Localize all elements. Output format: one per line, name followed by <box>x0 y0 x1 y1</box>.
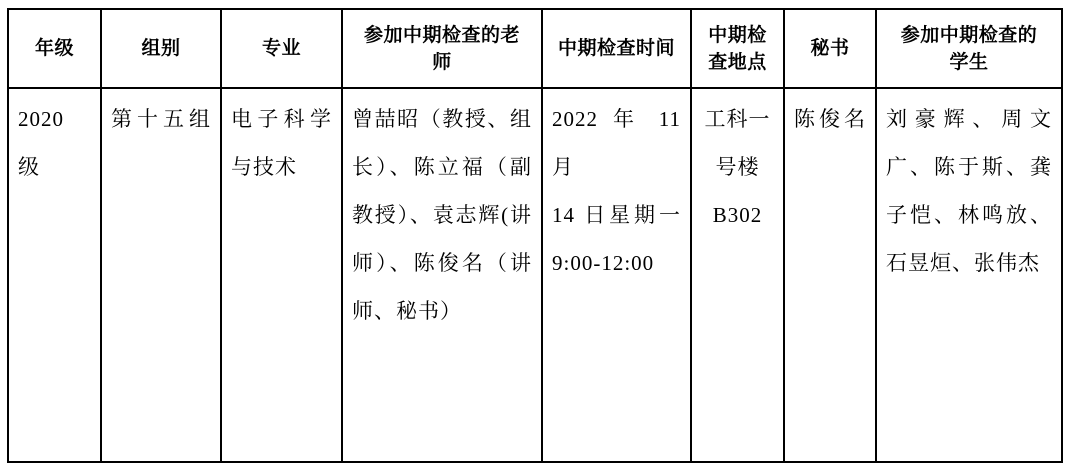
cell-major: 电子科学 与技术 <box>221 88 342 462</box>
col-header-secretary: 秘书 <box>784 9 876 88</box>
cell-time: 2022 年 11 月 14 日星期一 9:00-12:00 <box>542 88 691 462</box>
col-header-students: 参加中期检查的 学生 <box>876 9 1062 88</box>
cell-grade: 2020 级 <box>8 88 101 462</box>
col-header-grade: 年级 <box>8 9 101 88</box>
cell-location: 工科一 号楼 B302 <box>691 88 784 462</box>
col-header-time: 中期检查时间 <box>542 9 691 88</box>
col-header-teachers: 参加中期检查的老 师 <box>342 9 542 88</box>
cell-students: 刘豪辉、周文 广、陈于斯、龚 子恺、林鸣放、 石昱烜、张伟杰 <box>876 88 1062 462</box>
cell-secretary: 陈俊名 <box>784 88 876 462</box>
col-header-group: 组别 <box>101 9 221 88</box>
data-row <box>8 88 1062 462</box>
header-row <box>8 9 1062 88</box>
cell-teachers: 曾喆昭（教授、组 长）、陈立福（副 教授）、袁志辉(讲 师）、陈俊名（讲 师、秘书） <box>342 88 542 462</box>
cell-group: 第十五组 <box>101 88 221 462</box>
midterm-check-table <box>7 8 1063 463</box>
col-header-location: 中期检 查地点 <box>691 9 784 88</box>
col-header-major: 专业 <box>221 9 342 88</box>
